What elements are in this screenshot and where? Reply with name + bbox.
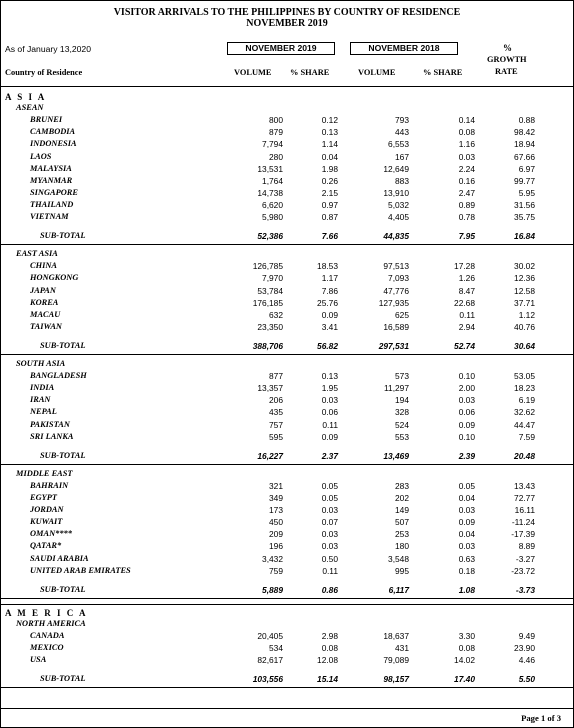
country-name: MALAYSIA bbox=[30, 163, 72, 173]
growth-rate-cell: 0.88 bbox=[518, 115, 535, 126]
table-row bbox=[1, 504, 573, 516]
subtotal-row bbox=[1, 230, 573, 242]
table-row bbox=[1, 297, 573, 309]
subtotal-label: SUB-TOTAL bbox=[40, 674, 86, 684]
subtotal-row bbox=[1, 340, 573, 352]
share-2018-cell: 0.10 bbox=[458, 431, 475, 442]
table-row bbox=[1, 272, 573, 284]
report-title: VISITOR ARRIVALS TO THE PHILIPPINES BY COUNTRY OF RESIDENCE bbox=[113, 7, 461, 18]
table-row bbox=[1, 163, 573, 175]
share-2019-cell: 0.04 bbox=[321, 151, 338, 162]
table-row bbox=[1, 553, 573, 565]
volume-2018-cell: 573 bbox=[395, 371, 409, 382]
share-2019-cell: 0.11 bbox=[322, 565, 338, 576]
table-row bbox=[1, 480, 573, 492]
country-name: TAIWAN bbox=[30, 321, 62, 331]
share-2019-header: % SHARE bbox=[290, 68, 330, 77]
volume-2018-cell: 6,117 bbox=[388, 584, 409, 595]
share-2019-cell: 0.13 bbox=[321, 127, 338, 138]
volume-2018-cell: 202 bbox=[395, 493, 409, 503]
volume-2018-cell: 5,032 bbox=[388, 199, 409, 210]
volume-2018-cell: 167 bbox=[395, 151, 409, 162]
share-2019-cell: 0.86 bbox=[321, 584, 338, 595]
volume-2018-cell: 524 bbox=[395, 419, 409, 430]
share-2018-cell: 0.06 bbox=[458, 407, 475, 418]
volume-2018-cell: 18,637 bbox=[383, 631, 409, 641]
section-divider bbox=[1, 354, 573, 355]
volume-2019-cell: 20,405 bbox=[257, 631, 283, 641]
volume-2018-cell: 79,089 bbox=[383, 655, 409, 666]
header-divider bbox=[1, 86, 573, 87]
country-name: PAKISTAN bbox=[30, 419, 70, 429]
country-name: MEXICO bbox=[30, 643, 64, 653]
country-name: MYANMAR bbox=[30, 175, 73, 185]
growth-rate-cell: 12.36 bbox=[514, 273, 535, 284]
growth-rate-cell: 9.49 bbox=[518, 631, 535, 641]
volume-2019-cell: 14,738 bbox=[257, 187, 283, 198]
volume-2019-cell: 321 bbox=[269, 480, 283, 491]
section-heading: ASEAN bbox=[16, 103, 44, 113]
volume-2019-cell: 6,620 bbox=[262, 199, 283, 210]
share-2018-cell: 52.74 bbox=[454, 340, 475, 351]
country-name: QATAR* bbox=[30, 541, 62, 551]
share-2018-cell: 0.63 bbox=[458, 553, 475, 564]
table-row bbox=[1, 406, 573, 418]
share-2019-cell: 18.53 bbox=[317, 261, 338, 272]
table-row bbox=[1, 211, 573, 223]
volume-2018-cell: 283 bbox=[395, 480, 409, 491]
country-name: CAMBODIA bbox=[30, 127, 76, 137]
table-row bbox=[1, 321, 573, 333]
subtotal-label: SUB-TOTAL bbox=[40, 584, 86, 594]
page-number: Page 1 of 3 bbox=[521, 713, 561, 723]
share-2019-cell: 0.09 bbox=[321, 309, 338, 320]
share-2018-cell: 17.40 bbox=[454, 674, 475, 685]
country-name: INDIA bbox=[30, 383, 55, 393]
region-heading: A M E R I C A bbox=[5, 607, 88, 618]
share-2019-cell: 15.14 bbox=[317, 674, 338, 685]
section-heading: MIDDLE EAST bbox=[16, 468, 73, 478]
volume-2019-cell: 52,386 bbox=[257, 231, 283, 242]
table-row bbox=[1, 394, 573, 406]
report-subtitle: NOVEMBER 2019 bbox=[246, 18, 328, 29]
share-2018-cell: 0.08 bbox=[458, 127, 475, 138]
share-2019-cell: 0.97 bbox=[321, 199, 338, 210]
table-row bbox=[1, 199, 573, 211]
growth-rate-cell: 13.43 bbox=[514, 480, 535, 491]
share-2019-cell: 56.82 bbox=[317, 340, 338, 351]
section-heading: SOUTH ASIA bbox=[16, 359, 66, 368]
volume-2019-cell: 7,970 bbox=[262, 273, 283, 284]
volume-2018-cell: 11,297 bbox=[384, 383, 409, 394]
share-2018-cell: 17.28 bbox=[454, 261, 475, 272]
volume-2019-cell: 13,531 bbox=[257, 163, 283, 174]
country-name: OMAN**** bbox=[30, 529, 72, 539]
volume-2018-cell: 297,531 bbox=[378, 340, 409, 351]
share-2018-cell: 1.16 bbox=[458, 139, 475, 150]
section-divider bbox=[1, 244, 573, 245]
volume-2019-cell: 5,889 bbox=[262, 584, 283, 595]
share-2018-cell: 1.08 bbox=[458, 584, 475, 595]
share-2018-cell: 14.02 bbox=[454, 655, 475, 666]
volume-2019-cell: 196 bbox=[269, 541, 283, 552]
growth-rate-cell: 72.77 bbox=[514, 493, 535, 503]
share-2019-cell: 0.06 bbox=[321, 407, 338, 418]
volume-2018-cell: 127,935 bbox=[378, 297, 409, 308]
growth-rate-cell: 8.89 bbox=[518, 541, 535, 552]
growth-rate-cell: 4.46 bbox=[518, 655, 535, 666]
share-2019-cell: 3.41 bbox=[321, 321, 338, 332]
volume-2018-cell: 328 bbox=[395, 407, 409, 418]
growth-rate-cell: 7.59 bbox=[518, 431, 535, 442]
volume-2018-cell: 98,157 bbox=[383, 674, 409, 685]
volume-2019-cell: 759 bbox=[269, 565, 283, 576]
volume-2018-cell: 553 bbox=[395, 431, 409, 442]
share-2018-cell: 2.24 bbox=[458, 163, 475, 174]
share-2018-cell: 0.04 bbox=[458, 493, 475, 503]
share-2018-cell: 0.04 bbox=[458, 529, 475, 540]
share-2018-cell: 0.09 bbox=[458, 419, 475, 430]
growth-label: GROWTH bbox=[487, 55, 527, 64]
table-row bbox=[1, 516, 573, 528]
region-divider bbox=[1, 604, 573, 605]
share-2018-cell: 0.89 bbox=[458, 199, 475, 210]
volume-2019-cell: 757 bbox=[269, 419, 283, 430]
subtotal-row bbox=[1, 450, 573, 462]
share-2019-cell: 0.05 bbox=[321, 493, 338, 503]
country-name: INDONESIA bbox=[30, 139, 77, 149]
share-2018-cell: 0.11 bbox=[459, 309, 475, 320]
share-2018-cell: 0.03 bbox=[458, 395, 475, 406]
country-name: EGYPT bbox=[30, 493, 57, 502]
share-2018-cell: 2.39 bbox=[458, 450, 475, 461]
table-row bbox=[1, 565, 573, 577]
country-name: SAUDI ARABIA bbox=[30, 553, 89, 563]
volume-2019-cell: 1,764 bbox=[262, 175, 283, 186]
country-name: VIETNAM bbox=[30, 212, 69, 221]
share-2018-cell: 2.94 bbox=[458, 321, 475, 332]
country-column-header: Country of Residence bbox=[5, 68, 83, 77]
volume-2019-cell: 800 bbox=[269, 115, 283, 126]
volume-2018-cell: 149 bbox=[395, 505, 409, 516]
volume-2019-cell: 879 bbox=[269, 127, 283, 138]
share-2018-cell: 7.95 bbox=[458, 231, 475, 242]
volume-2018-cell: 7,093 bbox=[388, 273, 409, 284]
volume-2018-cell: 507 bbox=[395, 517, 409, 528]
volume-2018-cell: 443 bbox=[395, 127, 409, 138]
period-2018-box: NOVEMBER 2018 bbox=[350, 42, 458, 55]
share-2018-cell: 0.16 bbox=[458, 175, 475, 186]
share-2018-cell: 3.30 bbox=[458, 631, 475, 641]
country-name: USA bbox=[30, 655, 47, 665]
growth-rate-cell: -17.39 bbox=[511, 529, 535, 540]
volume-2018-cell: 793 bbox=[395, 115, 409, 126]
volume-2019-cell: 103,556 bbox=[252, 674, 283, 685]
volume-2018-cell: 97,513 bbox=[383, 261, 409, 272]
region-heading: A S I A bbox=[5, 92, 47, 102]
volume-2019-cell: 349 bbox=[269, 493, 283, 503]
section-heading: EAST ASIA bbox=[16, 249, 58, 259]
growth-rate-cell: 40.76 bbox=[514, 321, 535, 332]
share-2018-cell: 0.09 bbox=[458, 517, 475, 528]
share-2018-cell: 0.03 bbox=[458, 541, 475, 552]
volume-2018-cell: 16,589 bbox=[383, 321, 409, 332]
table-row bbox=[1, 419, 573, 431]
share-2018-cell: 0.08 bbox=[458, 643, 475, 654]
share-2018-cell: 0.03 bbox=[458, 505, 475, 516]
volume-2019-cell: 209 bbox=[269, 529, 283, 540]
country-name: KOREA bbox=[30, 297, 59, 307]
growth-rate-cell: 23.90 bbox=[514, 643, 535, 654]
growth-rate-cell: 32.62 bbox=[514, 407, 535, 418]
share-2019-cell: 0.11 bbox=[322, 419, 338, 430]
growth-rate-cell: 35.75 bbox=[514, 212, 535, 222]
table-row bbox=[1, 138, 573, 150]
footer-divider bbox=[1, 708, 573, 709]
volume-2019-cell: 7,794 bbox=[262, 139, 283, 150]
growth-rate-cell: 67.66 bbox=[514, 151, 535, 162]
share-2019-cell: 0.03 bbox=[321, 541, 338, 552]
table-row bbox=[1, 528, 573, 540]
share-2018-cell: 2.47 bbox=[458, 187, 475, 198]
table-row bbox=[1, 175, 573, 187]
country-name: BAHRAIN bbox=[30, 480, 69, 490]
country-name: SRI LANKA bbox=[30, 431, 74, 441]
share-2019-cell: 0.08 bbox=[321, 643, 338, 654]
share-2019-cell: 0.12 bbox=[321, 115, 338, 126]
volume-2019-cell: 13,357 bbox=[257, 383, 283, 394]
share-2018-cell: 22.68 bbox=[454, 297, 475, 308]
section-heading: NORTH AMERICA bbox=[16, 618, 86, 628]
table-row bbox=[1, 126, 573, 138]
table-row bbox=[1, 540, 573, 552]
volume-2019-cell: 435 bbox=[269, 407, 283, 418]
volume-2019-cell: 3,432 bbox=[262, 553, 283, 564]
volume-2019-cell: 877 bbox=[269, 371, 283, 382]
table-row bbox=[1, 151, 573, 163]
country-name: LAOS bbox=[30, 151, 52, 161]
growth-rate-cell: 37.71 bbox=[514, 297, 535, 308]
volume-2019-cell: 23,350 bbox=[257, 321, 283, 332]
volume-2018-cell: 4,405 bbox=[388, 212, 409, 222]
share-2018-cell: 0.78 bbox=[458, 212, 475, 222]
table-row bbox=[1, 431, 573, 443]
volume-2019-cell: 16,227 bbox=[257, 450, 283, 461]
share-2019-cell: 25.76 bbox=[317, 297, 338, 308]
volume-2018-cell: 6,553 bbox=[388, 139, 409, 150]
table-row bbox=[1, 654, 573, 666]
volume-2019-cell: 206 bbox=[269, 395, 283, 406]
subtotal-label: SUB-TOTAL bbox=[40, 231, 86, 241]
volume-2019-header: VOLUME bbox=[234, 68, 272, 77]
growth-rate-cell: -3.73 bbox=[515, 584, 535, 595]
as-of-date: As of January 13,2020 bbox=[5, 44, 91, 54]
share-2019-cell: 0.03 bbox=[321, 529, 338, 540]
subtotal-row bbox=[1, 584, 573, 596]
growth-rate-cell: -11.24 bbox=[511, 517, 535, 528]
share-2019-cell: 0.13 bbox=[321, 371, 338, 382]
growth-rate-cell: 98.42 bbox=[514, 127, 535, 138]
country-name: BANGLADESH bbox=[30, 371, 87, 381]
share-2019-cell: 12.08 bbox=[317, 655, 338, 666]
country-name: IRAN bbox=[30, 395, 51, 405]
volume-2018-header: VOLUME bbox=[358, 68, 396, 77]
country-name: UNITED ARAB EMIRATES bbox=[30, 565, 131, 575]
share-2019-cell: 0.03 bbox=[321, 395, 338, 406]
volume-2018-cell: 13,910 bbox=[383, 187, 409, 198]
volume-2019-cell: 176,185 bbox=[252, 297, 283, 308]
volume-2018-cell: 180 bbox=[395, 541, 409, 552]
country-name: KUWAIT bbox=[30, 517, 63, 527]
share-2018-header: % SHARE bbox=[423, 68, 463, 77]
share-2019-cell: 2.15 bbox=[321, 187, 338, 198]
subtotal-row bbox=[1, 673, 573, 685]
volume-2019-cell: 595 bbox=[269, 431, 283, 442]
volume-2019-cell: 82,617 bbox=[257, 655, 283, 666]
share-2018-cell: 2.00 bbox=[458, 383, 475, 394]
section-divider bbox=[1, 464, 573, 465]
country-name: NEPAL bbox=[30, 407, 57, 417]
table-row bbox=[1, 260, 573, 272]
share-2018-cell: 0.10 bbox=[458, 371, 475, 382]
share-2019-cell: 0.50 bbox=[321, 553, 338, 564]
table-row bbox=[1, 630, 573, 642]
volume-2018-cell: 625 bbox=[395, 309, 409, 320]
growth-rate-cell: 16.84 bbox=[514, 231, 535, 242]
volume-2018-cell: 883 bbox=[395, 175, 409, 186]
country-name: SINGAPORE bbox=[30, 187, 78, 197]
volume-2019-cell: 632 bbox=[269, 309, 283, 320]
growth-rate-cell: -23.72 bbox=[511, 565, 535, 576]
table-row bbox=[1, 114, 573, 126]
share-2019-cell: 2.37 bbox=[321, 450, 338, 461]
growth-rate-cell: 5.95 bbox=[518, 187, 535, 198]
volume-2018-cell: 12,649 bbox=[383, 163, 409, 174]
table-row bbox=[1, 382, 573, 394]
country-name: MACAU bbox=[30, 309, 61, 319]
share-2018-cell: 1.26 bbox=[458, 273, 475, 284]
share-2019-cell: 7.86 bbox=[321, 285, 338, 296]
country-name: JORDAN bbox=[30, 505, 64, 515]
growth-pct-label: % bbox=[503, 43, 512, 53]
growth-rate-cell: 18.94 bbox=[514, 139, 535, 150]
volume-2019-cell: 534 bbox=[269, 643, 283, 654]
growth-rate-cell: -3.27 bbox=[515, 553, 535, 564]
volume-2018-cell: 47,776 bbox=[383, 285, 409, 296]
volume-2018-cell: 431 bbox=[395, 643, 409, 654]
growth-rate-cell: 18.23 bbox=[514, 383, 535, 394]
volume-2019-cell: 126,785 bbox=[252, 261, 283, 272]
subtotal-label: SUB-TOTAL bbox=[40, 450, 86, 460]
period-2019-box: NOVEMBER 2019 bbox=[227, 42, 335, 55]
share-2019-cell: 1.98 bbox=[321, 163, 338, 174]
country-name: BRUNEI bbox=[30, 115, 63, 125]
share-2018-cell: 0.14 bbox=[458, 115, 475, 126]
country-name: CHINA bbox=[30, 261, 57, 271]
share-2018-cell: 0.18 bbox=[458, 565, 475, 576]
country-name: JAPAN bbox=[30, 285, 56, 295]
growth-rate-cell: 30.02 bbox=[514, 261, 535, 272]
share-2019-cell: 7.66 bbox=[321, 231, 338, 242]
growth-rate-cell: 53.05 bbox=[514, 371, 535, 382]
share-2019-cell: 1.17 bbox=[321, 273, 338, 284]
share-2018-cell: 8.47 bbox=[458, 285, 475, 296]
volume-2019-cell: 280 bbox=[269, 151, 283, 162]
volume-2019-cell: 53,784 bbox=[257, 285, 283, 296]
volume-2019-cell: 5,980 bbox=[262, 212, 283, 222]
growth-rate-cell: 12.58 bbox=[514, 285, 535, 296]
share-2019-cell: 0.03 bbox=[321, 505, 338, 516]
table-row bbox=[1, 187, 573, 199]
volume-2019-cell: 450 bbox=[269, 517, 283, 528]
subtotal-label: SUB-TOTAL bbox=[40, 340, 86, 350]
table-row bbox=[1, 370, 573, 382]
country-name: THAILAND bbox=[30, 199, 74, 209]
rate-label: RATE bbox=[495, 67, 518, 76]
section-divider bbox=[1, 687, 573, 688]
share-2019-cell: 1.14 bbox=[321, 139, 338, 150]
share-2019-cell: 0.26 bbox=[321, 175, 338, 186]
growth-rate-cell: 99.77 bbox=[514, 175, 535, 186]
growth-rate-cell: 5.50 bbox=[518, 674, 535, 685]
share-2019-cell: 1.95 bbox=[321, 383, 338, 394]
growth-rate-cell: 20.48 bbox=[514, 450, 535, 461]
table-row bbox=[1, 492, 573, 504]
table-row bbox=[1, 642, 573, 654]
country-name: HONGKONG bbox=[30, 273, 79, 283]
share-2019-cell: 0.07 bbox=[321, 517, 338, 528]
growth-rate-cell: 6.19 bbox=[518, 395, 535, 406]
share-2019-cell: 0.09 bbox=[321, 431, 338, 442]
share-2018-cell: 0.03 bbox=[458, 151, 475, 162]
section-divider bbox=[1, 598, 573, 599]
country-name: CANADA bbox=[30, 631, 65, 640]
growth-rate-cell: 30.64 bbox=[514, 340, 535, 351]
volume-2018-cell: 253 bbox=[395, 529, 409, 540]
volume-2019-cell: 173 bbox=[269, 505, 283, 516]
volume-2018-cell: 194 bbox=[395, 395, 409, 406]
growth-rate-cell: 1.12 bbox=[518, 309, 535, 320]
growth-rate-cell: 6.97 bbox=[518, 163, 535, 174]
share-2018-cell: 0.05 bbox=[458, 480, 475, 491]
table-row bbox=[1, 285, 573, 297]
share-2019-cell: 2.98 bbox=[321, 631, 338, 641]
share-2019-cell: 0.05 bbox=[321, 480, 338, 491]
volume-2018-cell: 13,469 bbox=[383, 450, 409, 461]
table-row bbox=[1, 309, 573, 321]
growth-rate-cell: 31.56 bbox=[514, 199, 535, 210]
growth-rate-cell: 16.11 bbox=[514, 505, 535, 516]
volume-2019-cell: 388,706 bbox=[252, 340, 283, 351]
growth-rate-cell: 44.47 bbox=[514, 419, 535, 430]
volume-2018-cell: 995 bbox=[395, 565, 409, 576]
volume-2018-cell: 44,835 bbox=[383, 231, 409, 242]
share-2019-cell: 0.87 bbox=[321, 212, 338, 222]
volume-2018-cell: 3,548 bbox=[388, 553, 409, 564]
